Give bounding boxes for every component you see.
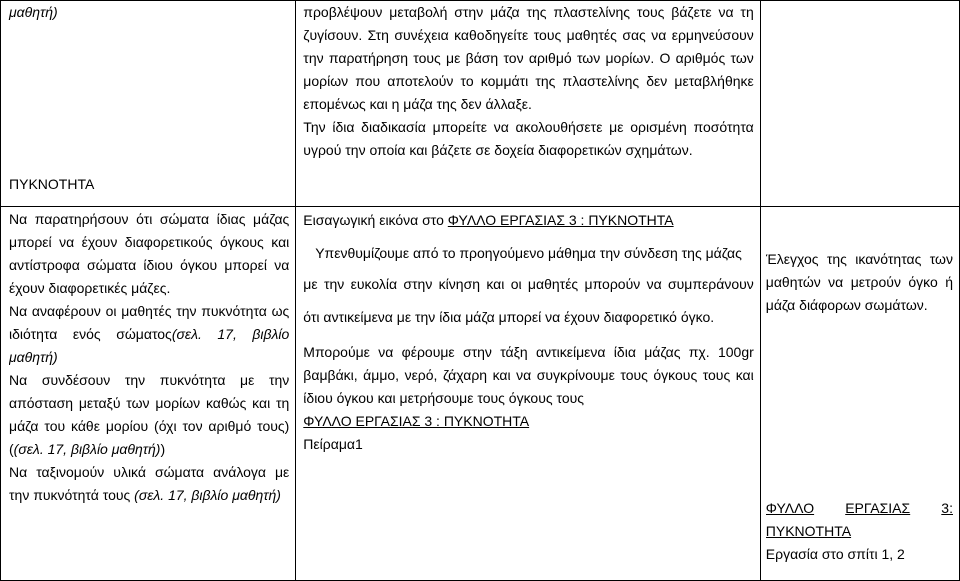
objective-line: μάζα του κάθε μορίου (όχι τον αριθμό τους) (9, 418, 290, 434)
activity-line: μορίων που αποτελούν το κομμάτι της πλαστελίνης δεν μεταβλήθηκε (303, 73, 754, 89)
activities-cell (296, 207, 760, 581)
objective-line: αντίστροφα σώματα ίδιου όγκου μπορεί να (9, 257, 290, 273)
worksheet-link[interactable]: ΦΥΛΛΟ ΕΡΓΑΣΙΑΣ 3 : ΠΥΚΝΟΤΗΤΑ (447, 212, 674, 228)
objective-line: Να συνδέσουν την πυκνότητα με την (9, 372, 290, 388)
table-row (1, 207, 960, 581)
assessment-cell (760, 207, 959, 581)
intro-line (303, 209, 753, 232)
book-reference: (σελ. 17, βιβλίο (171, 326, 290, 342)
assessment-cell (760, 1, 959, 207)
objective-text: ιδιότητα ενός σώματος (9, 326, 172, 342)
activity-line: Υπενθυμίζουμε από το προηγούμενο μάθημα την σύνδεση της μάζας (315, 245, 742, 261)
worksheet-link[interactable]: ΦΥΛΛΟ ΕΡΓΑΣΙΑΣ 3 : ΠΥΚΝΟΤΗΤΑ (303, 413, 530, 429)
worksheet-word: ΕΡΓΑΣΙΑΣ (845, 500, 911, 516)
book-reference: μαθητή) (9, 349, 58, 365)
objective-line: έχουν διαφορετικές μάζες. (9, 280, 171, 296)
experiment-label: Πείραμα1 (303, 436, 363, 452)
activity-line: ίδιου όγκου και μετρήσουμε τους όγκους τους (303, 390, 585, 406)
objective-line (9, 323, 289, 346)
activity-line: προβλέψουν μεταβολή στην μάζα της πλαστελίνης τους βάζετε να τη (303, 4, 754, 20)
intro-text: Εισαγωγική εικόνα στο (303, 212, 448, 228)
objective-line (9, 438, 289, 461)
assessment-line: Έλεγχος της ικανότητας των (765, 251, 953, 267)
activity-line: Μπορούμε να φέρουμε στην τάξη αντικείμενα ίδια μάζας πχ. 100gr (303, 344, 754, 360)
objectives-cell (1, 207, 296, 581)
activity-line: επομένως και η μάζα της δεν άλλαξε. (303, 96, 532, 112)
homework-label: Εργασία στο σπίτι 1, 2 (765, 546, 905, 562)
objectives-cell (1, 1, 296, 207)
objective-line: Να αναφέρουν οι μαθητές την πυκνότητα ως (9, 303, 290, 319)
objective-line (9, 484, 289, 507)
activity-line: Την ίδια διαδικασία μπορείτε να ακολουθήσετε με ορισμένη ποσότητα (303, 119, 754, 135)
objective-line: απόσταση μεταξύ των μορίων καθώς και τη (9, 395, 290, 411)
objective-line: μπορεί να έχουν διαφορετικούς όγκους και (9, 234, 290, 250)
book-reference: (σελ. 17, βιβλίο μαθητή) (134, 487, 281, 503)
activity-line: υγρού την οποία και βάζετε σε δοχεία διαφορετικών σχημάτων. (303, 142, 693, 158)
worksheet-title[interactable]: ΠΥΚΝΟΤΗΤΑ (765, 523, 852, 539)
assessment-line: μάζα διάφορων σωμάτων. (765, 297, 928, 313)
table-row (1, 1, 960, 207)
activity-line: βαμβάκι, άμμο, νερό, ζάχαρη και να συγκρίνουμε τους όγκους τους και (303, 367, 754, 383)
activities-cell (296, 1, 760, 207)
objectives-fragment: μαθητή) (9, 4, 58, 20)
objective-line: Να παρατηρήσουν ότι σώματα ίδιας μάζας (9, 211, 290, 227)
paren-open: ( (9, 441, 14, 457)
book-reference: (σελ. 17, βιβλίο μαθητή) (13, 441, 161, 457)
activity-line: ζυγίσουν. Στη συνέχεια καθοδηγείτε τους μαθητές σας να ερμηνεύσουν (303, 27, 754, 43)
assessment-line: μαθητών να μετρούν όγκο ή (765, 274, 953, 290)
worksheet-word: ΦΥΛΛΟ (765, 500, 815, 516)
activity-line: ότι αντικείμενα με την ίδια μάζα μπορεί να έχουν διαφορετικό όγκο. (303, 309, 715, 325)
worksheet-link[interactable] (766, 497, 953, 520)
section-label: ΠΥΚΝΟΤΗΤΑ (9, 176, 95, 192)
objective-line: Να ταξινομούν υλικά σώματα ανάλογα με (9, 464, 290, 480)
activity-line: με την ευκολία στην κίνηση και οι μαθητές μπορούν να συμπεράνουν (303, 276, 754, 292)
paren-close: ) (160, 441, 166, 457)
worksheet-word: 3: (941, 500, 953, 516)
objective-text: την πυκνότητά τους (9, 487, 135, 503)
activity-line: την παρατήρηση τους με βάση τον αριθμό των μορίων. Ο αριθμός των (303, 50, 754, 66)
